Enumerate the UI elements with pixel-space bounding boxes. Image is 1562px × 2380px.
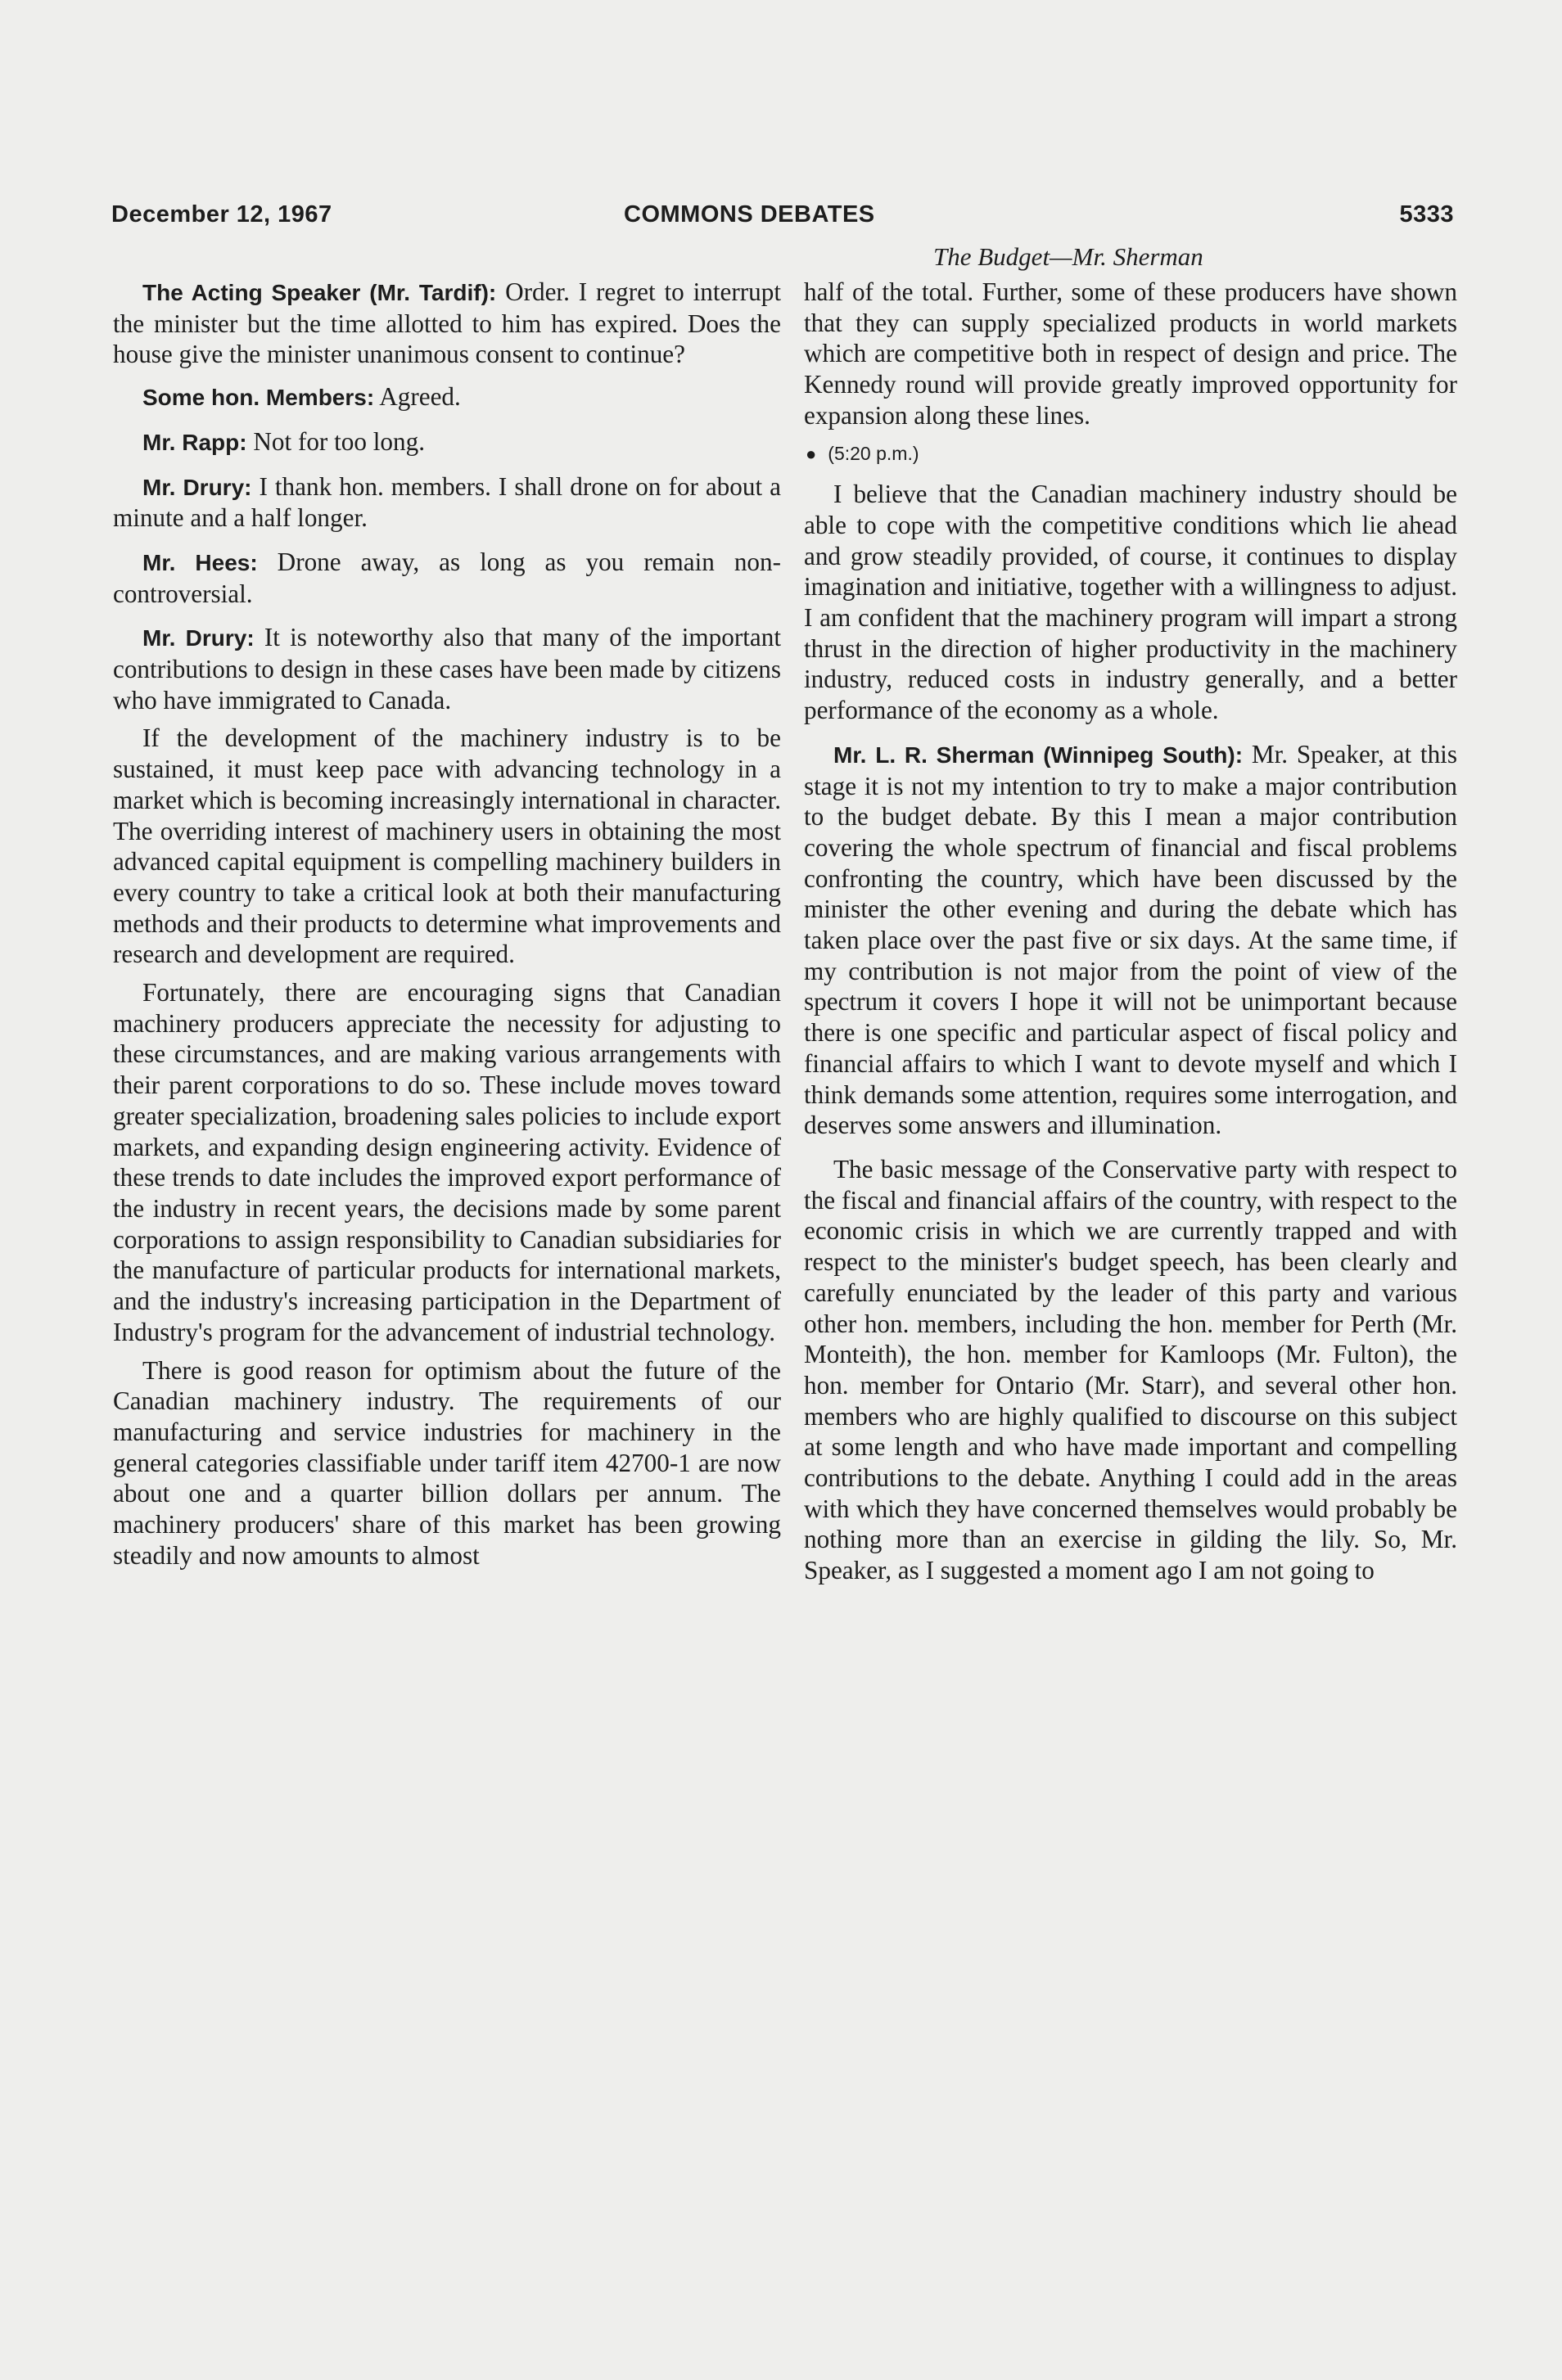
speaker-name: Mr. Drury: — [142, 474, 252, 500]
paragraph — [113, 426, 781, 458]
speaker-name: Mr. Drury: — [142, 625, 255, 651]
paragraph: Fortunately, there are encouraging signs that Canadian machinery producers appreciate the necessity for adjusting to these circumstances, and are making various arrangements with their parent corporations to do so. These include moves toward greater specialization, broadening sales policies to include export markets, and expanding design engineering activity. Evidence of these trends to date includes the improved export performance of the industry in recent years, the decisions made by some parent corporations to assign responsibility to Canadian subsidiaries for the manufacture of particular products for international markets, and the industry's increasing participation in the Department of Industry's program for the advancement of industrial technology. — [113, 978, 781, 1346]
left-column — [113, 277, 781, 1578]
paragraph: I believe that the Canadian machinery industry should be able to cope with the competitive conditions which lie ahead and grow steadily provided, of course, it continues to display imagination and initiative, together with a willingness to adjust. I am confident that the machinery program will impart a strong thrust in the direction of higher productivity in the machinery industry, reduced costs in industry generally, and a better performance of the economy as a whole. — [804, 480, 1457, 725]
time-marker — [806, 439, 1457, 470]
paragraph: If the development of the machinery industry is to be sustained, it must keep pace with advancing technology in a market which is becoming increasingly international in character. The overriding interest of machinery users in obtaining the most advanced capital equipment is compelling machinery builders in every country to take a critical look at both their manufacturing methods and their products to determine what improvements and research and development are required. — [113, 723, 781, 969]
page-header — [111, 201, 1454, 234]
right-column — [804, 277, 1457, 1593]
header-title: COMMONS DEBATES — [624, 201, 875, 228]
speech-text: Agreed. — [374, 382, 461, 412]
paragraph — [113, 471, 781, 534]
speech-text: Drone away, as long as you remain non-controversial. — [113, 547, 782, 608]
speaker-name: Mr. Hees: — [142, 549, 258, 575]
paragraph: The basic message of the Conservative party with respect to the fiscal and financial affairs of the country, with respect to the economic crisis in which we are currently trapped and with respect to the minister's budget speech, has been clearly and carefully enunciated by the leader of this party and various other hon. members, including the hon. member for Perth (Mr. Monteith), the hon. member for Kamloops (Mr. Fulton), the hon. member for Ontario (Mr. Starr), and several other hon. members who are highly qualified to discourse on this subject at some length and who have made important and compelling contributions to the debate. Anything I could add in the areas with which they have concerned themselves would probably be nothing more than an exercise in gilding the lily. So, Mr. Speaker, as I suggested a moment ago I am not going to — [804, 1154, 1457, 1585]
speech-text: Mr. Speaker, at this stage it is not my intention to try to make a major contribution to the budget debate. By this I mean a major contribution covering the whole spectrum of financial and fiscal problems confronting the country, which have been discussed by the minister the other evening and during the debate which has taken place over the past five or six days. At the same time, if my contribution is not major from the point of view of the spectrum it covers I hope it will not be unimportant because there is one specific and particular aspect of fiscal policy and financial affairs to which I want to devote myself and which I think demands some attention, requires some interrogation, and deserves some answers and illumination. — [804, 739, 1457, 1140]
speaker-name: Mr. Rapp: — [142, 429, 247, 455]
running-head: The Budget—Mr. Sherman — [933, 242, 1203, 271]
paragraph: There is good reason for optimism about the future of the Canadian machinery industry. The requirements of our manufacturing and service industries for machinery in the general categories classifiable under tariff item 42700-1 are now about one and a quarter billion dollars per annum. The machinery producers' share of this market has been growing steadily and now amounts to almost — [113, 1355, 781, 1570]
paragraph — [804, 739, 1457, 1141]
speaker-name: Some hon. Members: — [142, 385, 375, 411]
speech-text: I thank hon. members. I shall drone on for about a minute and a half longer. — [113, 471, 781, 533]
speech-text: It is noteworthy also that many of the important contributions to design in these cases have been made by citizens who have immigrated to Canada. — [113, 623, 781, 714]
speech-text: Not for too long. — [246, 426, 425, 456]
speaker-name: The Acting Speaker (Mr. Tardif): — [142, 280, 497, 305]
paragraph — [113, 622, 781, 715]
speech-text: Order. I regret to interrupt the minister but the time allotted to him has expired. Does the house give the minister unanimous consent to continue? — [113, 277, 781, 369]
paragraph — [113, 547, 781, 609]
paragraph — [113, 381, 781, 413]
paragraph: half of the total. Further, some of these producers have shown that they can supply specialized products in world markets which are competitive both in respect of design and price. The Kennedy round will provide greatly improved opportunity for expansion along these lines. — [804, 277, 1457, 430]
speaker-name: Mr. L. R. Sherman (Winnipeg South): — [833, 741, 1244, 768]
paragraph — [113, 277, 781, 370]
page-number: 5333 — [1399, 201, 1454, 228]
header-date: December 12, 1967 — [111, 201, 332, 228]
time-text: (5:20 p.m.) — [828, 442, 919, 464]
bullet-icon: ● — [806, 443, 817, 464]
